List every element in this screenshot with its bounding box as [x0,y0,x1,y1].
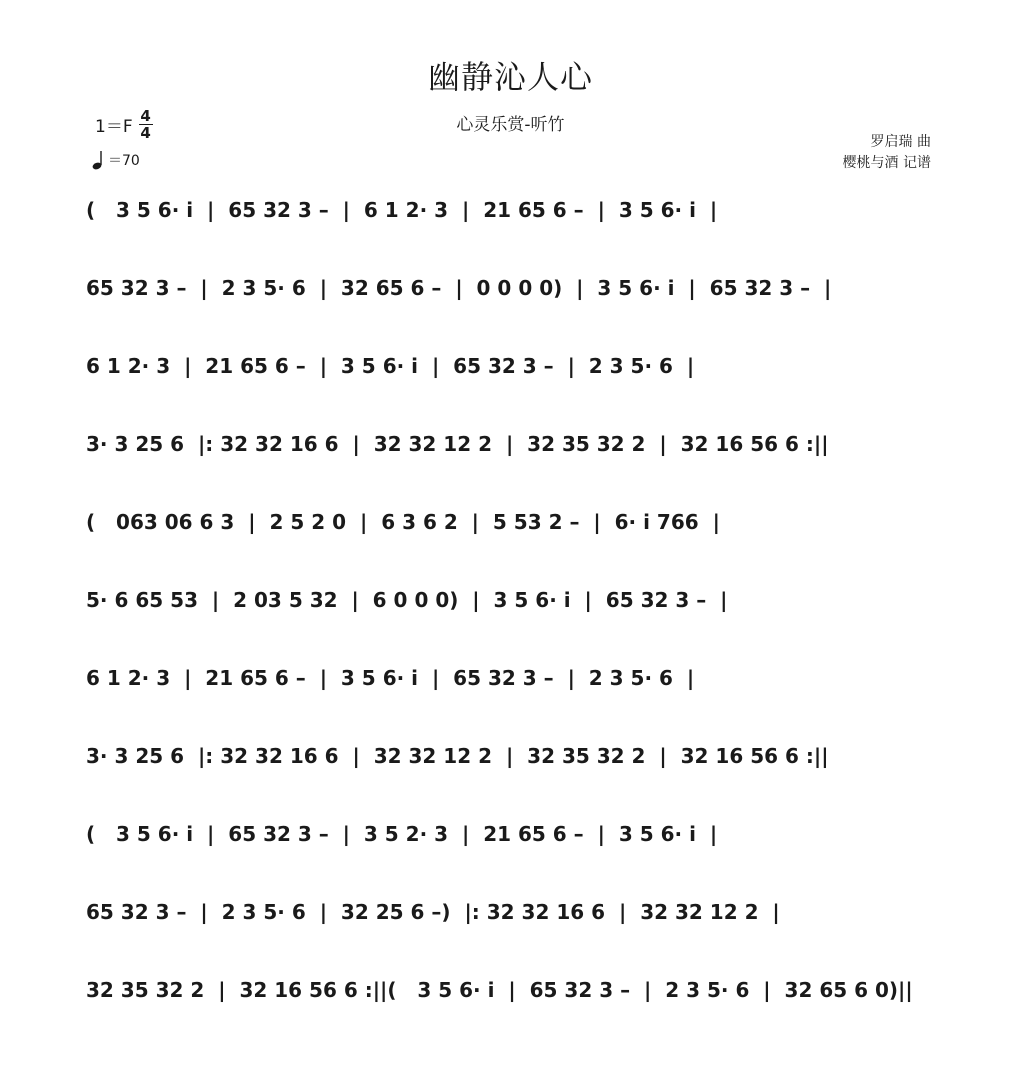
notation-line [86,960,936,1020]
notation-line [86,882,936,942]
notation-text: ( 063 06 6 3 | 2 5 2 0 | 6 3 6 2 | 5 53 2 – | 6· i 766 | [86,510,720,534]
time-signature [139,108,153,141]
notation-line [86,648,936,708]
notation-line [86,258,936,318]
notation-line [86,804,936,864]
transcriber-credit: 樱桃与酒 记谱 [842,155,931,171]
notation-text: ( 3 5 6· i | 65 32 3 – | 3 5 2· 3 | 21 65 6 – | 3 5 6· i | [86,822,718,846]
notation-line [86,180,936,240]
notation-line [86,414,936,474]
key-label: 1＝F [95,117,133,137]
notation-line [86,726,936,786]
notation-text: 32 35 32 2 | 32 16 56 6 :||( 3 5 6· i | 65 32 3 – | 2 3 5· 6 | 32 65 6 0)|| [86,978,913,1002]
time-bottom: 4 [140,124,151,142]
notation-line [86,570,936,630]
notation-text: 3· 3 25 6 |: 32 32 16 6 | 32 32 12 2 | 32 35 32 2 | 32 16 56 6 :|| [86,432,829,456]
notation-text: 65 32 3 – | 2 3 5· 6 | 32 25 6 –) |: 32 32 16 6 | 32 32 12 2 | [86,900,780,924]
time-top: 4 [140,107,151,125]
credits [843,132,931,174]
song-subtitle: 心灵乐赏-听竹 [456,115,565,135]
tempo-marking [92,150,140,170]
notation-text: 3· 3 25 6 |: 32 32 16 6 | 32 32 12 2 | 32 35 32 2 | 32 16 56 6 :|| [86,744,829,768]
notation-text: 5· 6 65 53 | 2 03 5 32 | 6 0 0 0) | 3 5 6· i | 65 32 3 – | [86,588,728,612]
notation-text: ( 3 5 6· i | 65 32 3 – | 6 1 2· 3 | 21 65 6 – | 3 5 6· i | [86,198,718,222]
song-title: 幽静沁人心 [427,58,593,96]
quarter-note-icon [92,150,106,170]
notation-line [86,336,936,396]
notation-line [86,492,936,552]
composer-credit: 罗启瑞 曲 [870,134,931,150]
tempo-value: ＝70 [108,153,140,169]
key-signature [95,108,153,141]
notation-text: 6 1 2· 3 | 21 65 6 – | 3 5 6· i | 65 32 3 – | 2 3 5· 6 | [86,354,695,378]
notation-text: 65 32 3 – | 2 3 5· 6 | 32 65 6 – | 0 0 0 0) | 3 5 6· i | 65 32 3 – | [86,276,832,300]
notation-text: 6 1 2· 3 | 21 65 6 – | 3 5 6· i | 65 32 3 – | 2 3 5· 6 | [86,666,695,690]
